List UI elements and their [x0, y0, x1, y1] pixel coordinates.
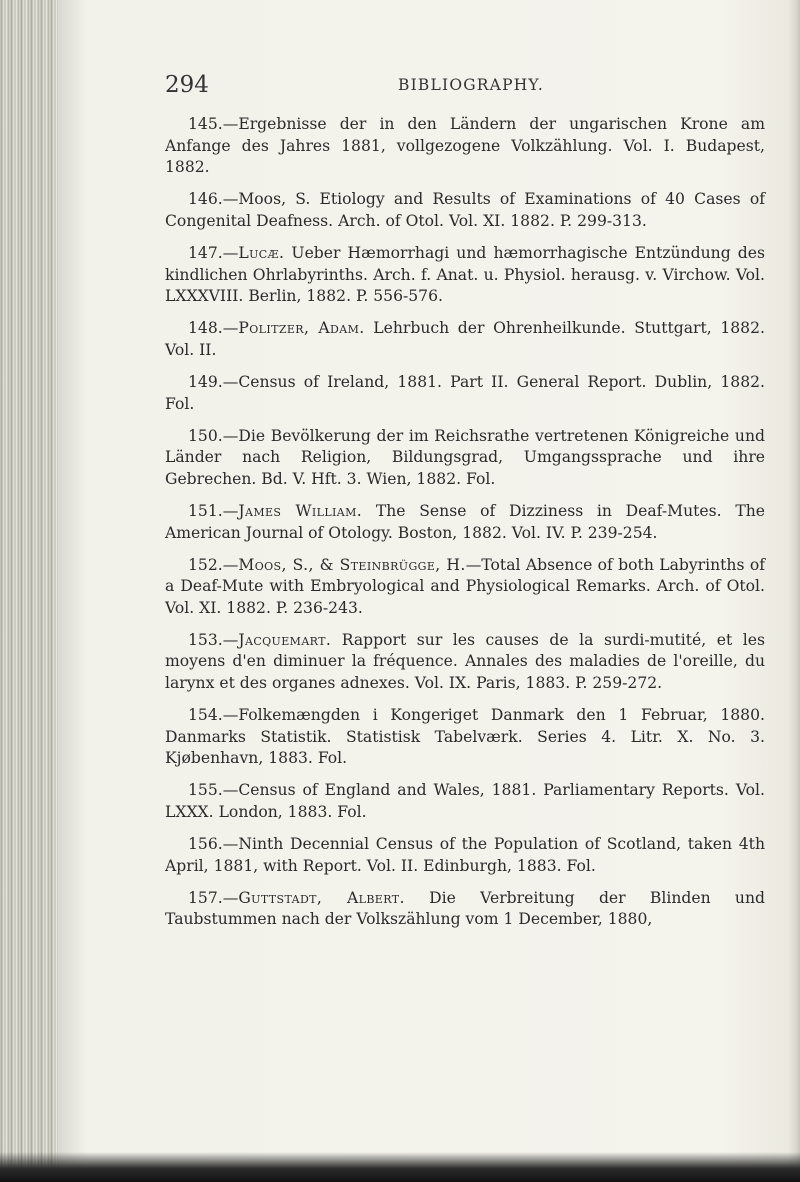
entry-text: Rapport sur les causes de la surdi-mutité, et les moyens d'en diminuer la fréquence. Annales des maladies de l'oreille, du larynx et des organes adnexes. Vol. IX. Paris, 1883. P. 259-272. [165, 630, 765, 693]
entry-number: 150.— [188, 426, 239, 445]
entry-text: Die Bevölkerung der im Reichsrathe vertretenen Königreiche und Länder nach Religion, Bildungsgrad, Umgangssprache und ihre Gebrechen. Bd. V. Hft. 3. Wien, 1882. Fol. [165, 426, 765, 488]
entry-text: Ergebnisse der in den Ländern der ungarischen Krone am Anfange des Jahres 1881, vollgezogene Volkzählung. Vol. I. Budapest, 1882. [165, 115, 765, 177]
running-head: BIBLIOGRAPHY. [398, 76, 544, 94]
entry-text: Moos, S. Etiology and Results of Examinations of 40 Cases of Congenital Deafness. Arch. of Otol. Vol. XI. 1882. P. 299-313. [165, 190, 765, 230]
entry-number: 148.— [188, 319, 239, 338]
entry-text: Ueber Hæmorrhagi und hæmorrhagische Entzündung des kindlichen Ohrlabyrinths. Arch. f. Anat. u. Physiol. herausg. v. Virchow. Vol. LXXXVIII. Berlin, 1882. P. 556-576. [165, 243, 765, 306]
bibliography-entry [165, 501, 765, 544]
entry-text: Census of England and Wales, 1881. Parliamentary Reports. Vol. LXXX. London, 1883. Fol. [165, 781, 765, 822]
entry-author: Moos, S., & Steinbrügge, H. [238, 555, 466, 574]
bibliography-entry [165, 630, 765, 695]
page-bottom-edge [0, 1152, 800, 1182]
entry-author: Guttstadt, Albert. [238, 888, 405, 907]
bibliography-entry [165, 780, 765, 823]
entry-number: 154.— [188, 706, 239, 725]
bibliography-entry [165, 114, 765, 179]
entry-text: Die Verbreitung der Blinden und Taubstummen nach der Volkszählung vom 1 December, 1880, [165, 888, 765, 929]
bibliography-entry [165, 318, 765, 361]
bibliography-entry [165, 834, 765, 877]
entry-number: 155.— [188, 781, 239, 800]
entry-text: Folkemængden i Kongeriget Danmark den 1 Februar, 1880. Danmarks Statistik. Statistisk Tabelværk. Series 4. Litr. X. No. 3. Kjøbenhavn, 1883. Fol. [165, 706, 765, 768]
bibliography-entry [165, 189, 765, 232]
entry-number: 145.— [188, 115, 239, 133]
book-binding-edge [0, 0, 58, 1182]
entry-number: 147.— [188, 243, 239, 262]
page-header [165, 72, 725, 102]
entry-number: 153.— [188, 630, 239, 649]
entry-number: 151.— [188, 501, 239, 520]
page-number: 294 [165, 72, 209, 98]
gutter-shadow [58, 0, 88, 1182]
entry-number: 156.— [188, 835, 239, 854]
entry-text: The Sense of Dizziness in Deaf-Mutes. The American Journal of Otology. Boston, 1882. Vol. IV. P. 239-254. [165, 501, 765, 542]
entry-text: Census of Ireland, 1881. Part II. General Report. Dublin, 1882. Fol. [165, 372, 765, 413]
entry-number: 149.— [188, 372, 239, 391]
bibliography-entry [165, 243, 765, 308]
entry-author: Jacquemart. [238, 630, 332, 649]
entry-text: —Total Absence of both Labyrinths of a Deaf-Mute with Embryological and Physiological Remarks. Arch. of Otol. Vol. XI. 1882. P. 236-243. [165, 555, 765, 617]
bibliography-entry [165, 888, 765, 931]
entry-text: Lehrbuch der Ohrenheilkunde. Stuttgart, 1882. Vol. II. [165, 319, 765, 359]
bibliography-list [165, 114, 765, 942]
page-right-edge [788, 0, 800, 1182]
bibliography-entry [165, 372, 765, 415]
entry-number: 157.— [188, 888, 239, 907]
entry-text: Ninth Decennial Census of the Population of Scotland, taken 4th April, 1881, with Report. Vol. II. Edinburgh, 1883. Fol. [165, 835, 765, 875]
entry-number: 152.— [188, 555, 239, 574]
entry-author: Politzer, Adam. [238, 319, 365, 338]
bibliography-entry [165, 555, 765, 620]
entry-author: Lucæ. [238, 243, 285, 262]
bibliography-entry [165, 705, 765, 770]
bibliography-entry [165, 426, 765, 491]
entry-number: 146.— [188, 190, 239, 209]
entry-author: James William. [238, 501, 363, 520]
